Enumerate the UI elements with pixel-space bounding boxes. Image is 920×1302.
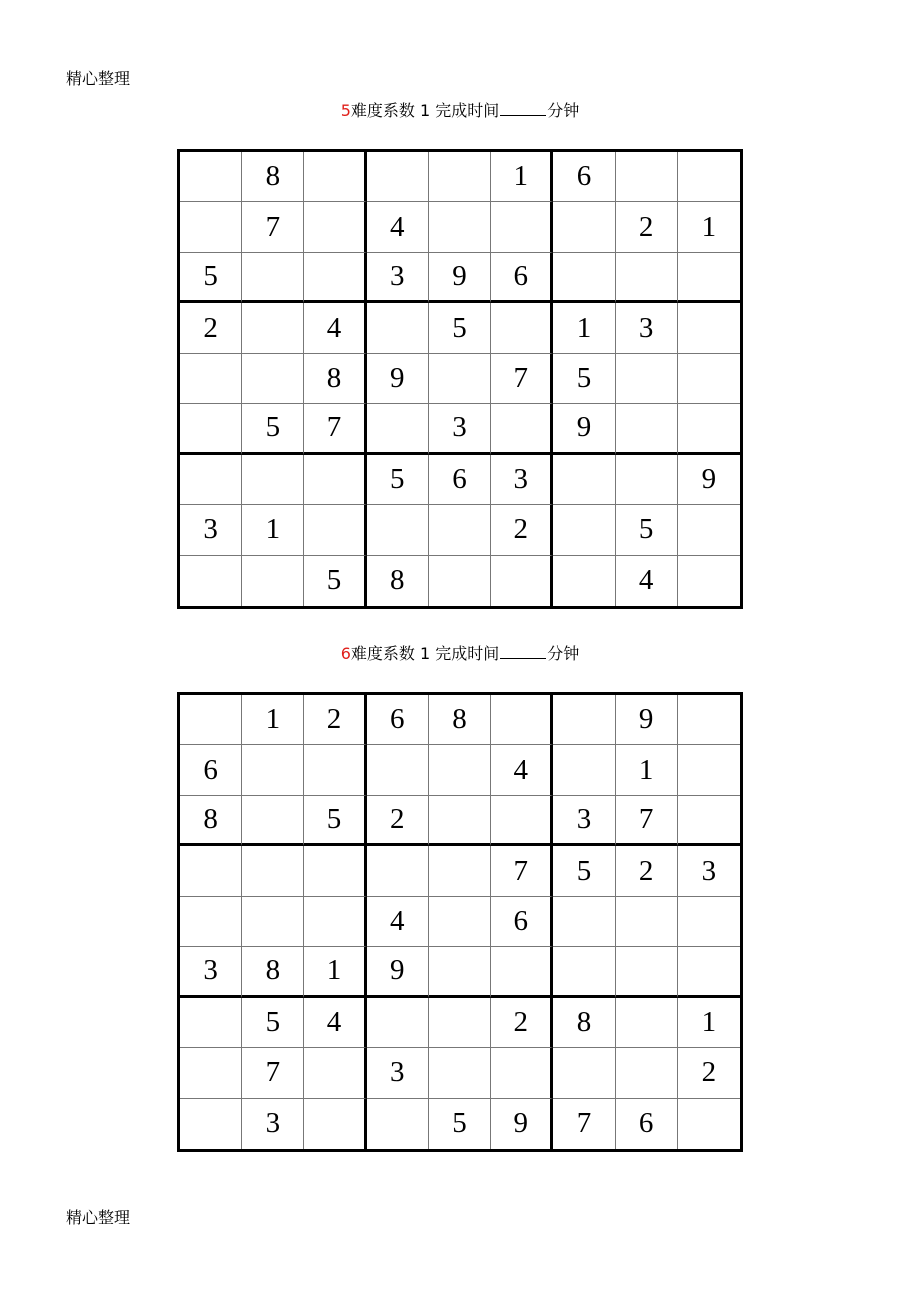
sudoku-cell[interactable]: [491, 303, 553, 353]
sudoku-cell[interactable]: [367, 505, 429, 555]
puzzle-number: 5: [340, 101, 351, 120]
sudoku-cell[interactable]: 9: [367, 947, 429, 997]
sudoku-cell[interactable]: [678, 354, 740, 404]
sudoku-cell[interactable]: [491, 695, 553, 745]
sudoku-cell[interactable]: 1: [491, 152, 553, 202]
sudoku-cell[interactable]: 3: [491, 455, 553, 505]
sudoku-cell[interactable]: [242, 556, 304, 606]
sudoku-cell[interactable]: [242, 354, 304, 404]
sudoku-cell[interactable]: 3: [553, 796, 615, 846]
sudoku-cell[interactable]: [242, 303, 304, 353]
sudoku-cell[interactable]: [553, 253, 615, 303]
sudoku-cell[interactable]: 2: [616, 846, 678, 896]
sudoku-cell[interactable]: [678, 1099, 740, 1149]
sudoku-cell[interactable]: [367, 745, 429, 795]
sudoku-cell[interactable]: [491, 947, 553, 997]
sudoku-cell[interactable]: 6: [616, 1099, 678, 1149]
sudoku-cell[interactable]: [553, 505, 615, 555]
sudoku-cell[interactable]: [304, 897, 366, 947]
sudoku-cell[interactable]: [180, 404, 242, 454]
sudoku-cell[interactable]: [242, 846, 304, 896]
sudoku-cell[interactable]: 5: [242, 998, 304, 1048]
sudoku-cell[interactable]: [367, 152, 429, 202]
sudoku-cell[interactable]: 8: [304, 354, 366, 404]
sudoku-cell[interactable]: [180, 897, 242, 947]
sudoku-cell[interactable]: 9: [553, 404, 615, 454]
sudoku-cell[interactable]: 4: [367, 202, 429, 252]
puzzle-title-1: [0, 98, 920, 121]
sudoku-cell[interactable]: 5: [180, 253, 242, 303]
puzzle-title-suffix: 分钟: [547, 101, 580, 120]
sudoku-cell[interactable]: 2: [367, 796, 429, 846]
time-blank: [500, 101, 546, 116]
sudoku-cell[interactable]: 5: [304, 796, 366, 846]
puzzle-title-suffix: 分钟: [547, 644, 580, 663]
sudoku-cell[interactable]: 1: [242, 695, 304, 745]
sudoku-cell[interactable]: [367, 303, 429, 353]
sudoku-cell[interactable]: 9: [616, 695, 678, 745]
sudoku-cell[interactable]: [429, 152, 491, 202]
sudoku-cell[interactable]: [616, 897, 678, 947]
sudoku-cell[interactable]: 1: [616, 745, 678, 795]
sudoku-cell[interactable]: 1: [678, 998, 740, 1048]
sudoku-cell[interactable]: [180, 152, 242, 202]
sudoku-cell[interactable]: 5: [553, 354, 615, 404]
sudoku-cell[interactable]: [242, 796, 304, 846]
sudoku-cell[interactable]: [367, 1099, 429, 1149]
sudoku-cell[interactable]: 8: [429, 695, 491, 745]
sudoku-cell[interactable]: 5: [304, 556, 366, 606]
sudoku-cell[interactable]: 2: [678, 1048, 740, 1098]
sudoku-cell[interactable]: [242, 253, 304, 303]
sudoku-cell[interactable]: [304, 745, 366, 795]
sudoku-cell[interactable]: 7: [491, 354, 553, 404]
sudoku-cell[interactable]: [242, 745, 304, 795]
sudoku-cell[interactable]: [180, 998, 242, 1048]
sudoku-cell[interactable]: [429, 745, 491, 795]
sudoku-cell[interactable]: [678, 404, 740, 454]
sudoku-cell[interactable]: 7: [491, 846, 553, 896]
sudoku-cell[interactable]: [553, 1048, 615, 1098]
sudoku-cell[interactable]: 9: [678, 455, 740, 505]
sudoku-cell[interactable]: [678, 253, 740, 303]
sudoku-grid-1: [177, 149, 743, 609]
sudoku-cell[interactable]: 3: [367, 253, 429, 303]
sudoku-cell[interactable]: [180, 846, 242, 896]
sudoku-cell[interactable]: [304, 202, 366, 252]
sudoku-cell[interactable]: [304, 505, 366, 555]
sudoku-cell[interactable]: 2: [180, 303, 242, 353]
sudoku-cell[interactable]: 6: [491, 897, 553, 947]
sudoku-cell[interactable]: [553, 897, 615, 947]
sudoku-cell[interactable]: [553, 745, 615, 795]
sudoku-cell[interactable]: [180, 695, 242, 745]
sudoku-cell[interactable]: 2: [491, 998, 553, 1048]
sudoku-cell[interactable]: [678, 796, 740, 846]
sudoku-cell[interactable]: 3: [616, 303, 678, 353]
sudoku-cell[interactable]: [678, 556, 740, 606]
sudoku-cell[interactable]: 3: [242, 1099, 304, 1149]
sudoku-cell[interactable]: 1: [242, 505, 304, 555]
sudoku-cell[interactable]: 4: [616, 556, 678, 606]
sudoku-cell[interactable]: 5: [242, 404, 304, 454]
puzzle-title-text: 难度系数 1 完成时间: [350, 644, 500, 663]
sudoku-cell[interactable]: 2: [616, 202, 678, 252]
sudoku-cell[interactable]: [491, 796, 553, 846]
sudoku-cell[interactable]: 6: [367, 695, 429, 745]
sudoku-cell[interactable]: 1: [553, 303, 615, 353]
footer-note: 精心整理: [66, 1208, 131, 1227]
sudoku-cell[interactable]: 6: [553, 152, 615, 202]
sudoku-cell[interactable]: 4: [367, 897, 429, 947]
sudoku-cell[interactable]: [304, 1048, 366, 1098]
sudoku-cell[interactable]: 8: [367, 556, 429, 606]
sudoku-cell[interactable]: [180, 202, 242, 252]
sudoku-cell[interactable]: 3: [429, 404, 491, 454]
sudoku-cell[interactable]: [304, 152, 366, 202]
sudoku-cell[interactable]: [616, 1048, 678, 1098]
sudoku-cell[interactable]: [180, 556, 242, 606]
sudoku-cell[interactable]: 5: [429, 303, 491, 353]
sudoku-cell[interactable]: [304, 1099, 366, 1149]
sudoku-cell[interactable]: [304, 846, 366, 896]
sudoku-cell[interactable]: [367, 404, 429, 454]
sudoku-cell[interactable]: [616, 152, 678, 202]
sudoku-cell[interactable]: 8: [553, 998, 615, 1048]
sudoku-cell[interactable]: [553, 556, 615, 606]
sudoku-cell[interactable]: [367, 846, 429, 896]
sudoku-cell[interactable]: [180, 1048, 242, 1098]
sudoku-grid-2: [177, 692, 743, 1152]
sudoku-cell[interactable]: [553, 202, 615, 252]
sudoku-cell[interactable]: [553, 947, 615, 997]
sudoku-cell[interactable]: 5: [367, 455, 429, 505]
sudoku-cell[interactable]: 8: [242, 152, 304, 202]
sudoku-cell[interactable]: [242, 897, 304, 947]
sudoku-cell[interactable]: 6: [491, 253, 553, 303]
sudoku-cell[interactable]: 5: [429, 1099, 491, 1149]
sudoku-cell[interactable]: [180, 1099, 242, 1149]
sudoku-cell[interactable]: 2: [304, 695, 366, 745]
sudoku-cell[interactable]: [491, 1048, 553, 1098]
sudoku-cell[interactable]: [429, 202, 491, 252]
sudoku-cell[interactable]: [616, 455, 678, 505]
sudoku-cell[interactable]: [678, 152, 740, 202]
sudoku-cell[interactable]: 5: [616, 505, 678, 555]
puzzle-title-text: 难度系数 1 完成时间: [350, 101, 500, 120]
sudoku-cell[interactable]: [553, 455, 615, 505]
sudoku-cell[interactable]: 7: [553, 1099, 615, 1149]
sudoku-cell[interactable]: 4: [491, 745, 553, 795]
sudoku-cell[interactable]: 5: [553, 846, 615, 896]
sudoku-cell[interactable]: [429, 556, 491, 606]
sudoku-cell[interactable]: [429, 846, 491, 896]
sudoku-cell[interactable]: [367, 998, 429, 1048]
sudoku-cell[interactable]: [616, 404, 678, 454]
sudoku-cell[interactable]: [429, 1048, 491, 1098]
puzzle-title-2: [0, 641, 920, 664]
sudoku-cell[interactable]: 3: [678, 846, 740, 896]
sudoku-cell[interactable]: 8: [180, 796, 242, 846]
puzzle-number: 6: [340, 644, 351, 663]
sudoku-cell[interactable]: [678, 897, 740, 947]
sudoku-cell[interactable]: [180, 455, 242, 505]
sudoku-cell[interactable]: [616, 947, 678, 997]
sudoku-cell[interactable]: [429, 897, 491, 947]
sudoku-cell[interactable]: [429, 505, 491, 555]
sudoku-cell[interactable]: [429, 947, 491, 997]
sudoku-cell[interactable]: [242, 455, 304, 505]
sudoku-cell[interactable]: 9: [367, 354, 429, 404]
sudoku-cell[interactable]: 4: [304, 998, 366, 1048]
sudoku-cell[interactable]: [304, 455, 366, 505]
sudoku-cell[interactable]: [491, 556, 553, 606]
sudoku-cell[interactable]: [678, 303, 740, 353]
sudoku-cell[interactable]: 1: [304, 947, 366, 997]
sudoku-cell[interactable]: [678, 695, 740, 745]
sudoku-cell[interactable]: 3: [180, 947, 242, 997]
sudoku-cell[interactable]: 2: [491, 505, 553, 555]
sudoku-cell[interactable]: [429, 998, 491, 1048]
sudoku-cell[interactable]: 6: [429, 455, 491, 505]
sudoku-cell[interactable]: 3: [367, 1048, 429, 1098]
sudoku-cell[interactable]: 6: [180, 745, 242, 795]
sudoku-cell[interactable]: 7: [304, 404, 366, 454]
sudoku-cell[interactable]: [616, 253, 678, 303]
sudoku-cell[interactable]: 1: [678, 202, 740, 252]
sudoku-cell[interactable]: 7: [242, 202, 304, 252]
sudoku-cell[interactable]: [180, 354, 242, 404]
sudoku-cell[interactable]: [491, 404, 553, 454]
sudoku-cell[interactable]: 3: [180, 505, 242, 555]
sudoku-cell[interactable]: [616, 998, 678, 1048]
sudoku-cell[interactable]: [553, 695, 615, 745]
sudoku-cell[interactable]: [429, 796, 491, 846]
sudoku-cell[interactable]: [429, 354, 491, 404]
sudoku-cell[interactable]: [678, 505, 740, 555]
sudoku-cell[interactable]: 4: [304, 303, 366, 353]
sudoku-cell[interactable]: 8: [242, 947, 304, 997]
header-note: 精心整理: [66, 69, 131, 88]
sudoku-cell[interactable]: 9: [429, 253, 491, 303]
sudoku-cell[interactable]: [678, 947, 740, 997]
sudoku-cell[interactable]: [304, 253, 366, 303]
sudoku-cell[interactable]: [678, 745, 740, 795]
sudoku-cell[interactable]: 7: [616, 796, 678, 846]
sudoku-cell[interactable]: 9: [491, 1099, 553, 1149]
time-blank: [500, 644, 546, 659]
sudoku-cell[interactable]: 7: [242, 1048, 304, 1098]
sudoku-cell[interactable]: [616, 354, 678, 404]
sudoku-cell[interactable]: [491, 202, 553, 252]
